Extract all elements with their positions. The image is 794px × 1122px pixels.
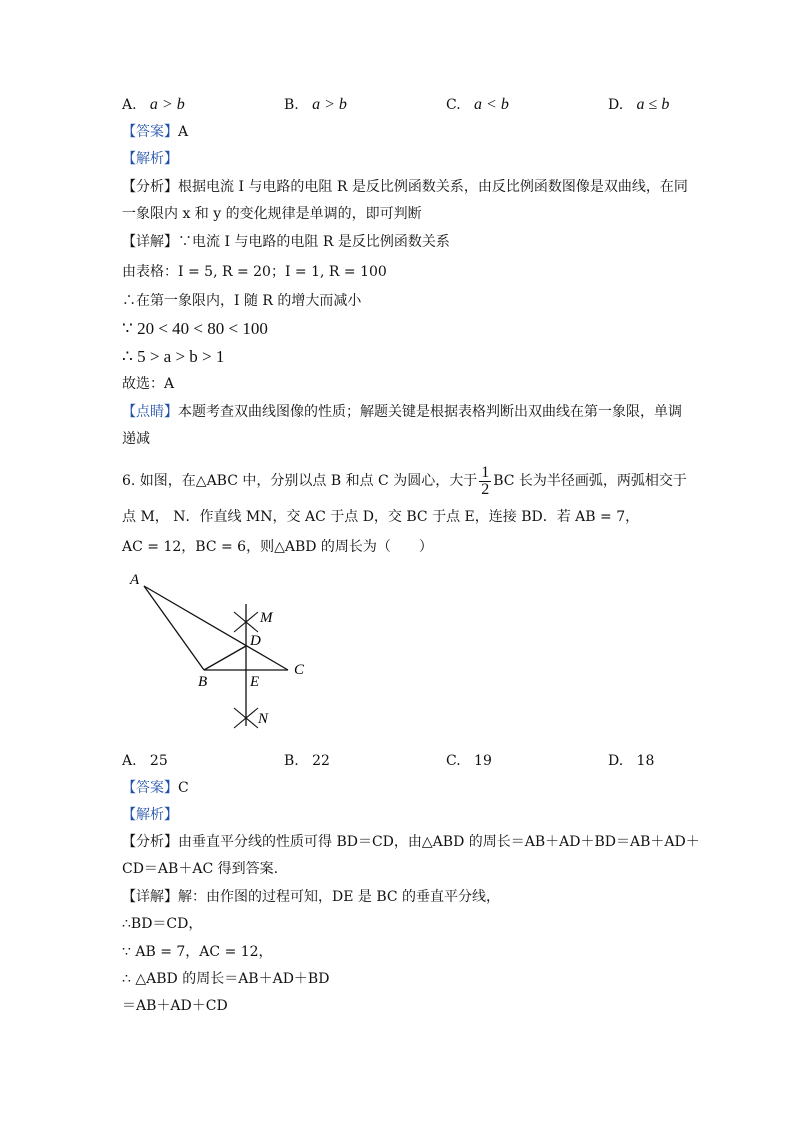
q5-option-c: C. a < b xyxy=(446,96,509,113)
q6-option-d: D. 18 xyxy=(608,753,655,769)
q6-fenxi-line2: CD＝AB＋AC 得到答案. xyxy=(122,861,279,877)
label-c: C xyxy=(294,662,305,678)
geometry-figure xyxy=(122,566,322,736)
segment-bd xyxy=(204,646,246,670)
q6-option-a: A. 25 xyxy=(122,753,168,769)
q5-choice-line: 故选：A xyxy=(122,376,175,392)
segment-ab xyxy=(144,586,204,670)
q5-xiangjie-line1: 【详解】∵电流 I 与电路的电阻 R 是反比例函数关系 xyxy=(122,234,450,250)
q6-option-c: C. 19 xyxy=(446,753,492,769)
q5-inequality-2: ∴ 5 > a > b > 1 xyxy=(122,347,225,366)
q6-option-b: B. 22 xyxy=(284,753,330,769)
label-d: D xyxy=(250,633,261,649)
label-n: N xyxy=(258,711,269,727)
q5-table-line: 由表格：I = 5, R = 20；I = 1, R = 100 xyxy=(122,264,387,280)
q6-perimeter-line: ∴ △ABD 的周长＝AB＋AD＋BD xyxy=(122,971,330,987)
segment-ac xyxy=(144,586,288,670)
q5-decrease-line: ∴在第一象限内，I 随 R 的增大而减小 xyxy=(122,293,362,309)
q5-option-a: A. a > b xyxy=(122,96,185,113)
q6-bd-cd-line: ∴BD＝CD， xyxy=(122,916,203,932)
label-a: A xyxy=(130,572,140,588)
q6-final-line: ＝AB＋AD＋CD xyxy=(122,998,228,1014)
q6-analysis-heading: 【解析】 xyxy=(122,807,178,823)
q6-fenxi-line1: 【分析】由垂直平分线的性质可得 BD＝CD，由△ABD 的周长＝AB＋AD＋BD＝AB＋AD＋ xyxy=(122,834,700,850)
fraction-one-half: $\frac{1}{2}$ xyxy=(481,463,490,498)
label-m: M xyxy=(260,610,273,626)
q6-xiangjie-line1: 【详解】解：由作图的过程可知，DE 是 BC 的垂直平分线， xyxy=(122,889,501,905)
q5-dianjing-line2: 递减 xyxy=(122,431,150,447)
label-e: E xyxy=(250,674,260,690)
q5-analysis-heading: 【解析】 xyxy=(122,151,178,167)
q5-dianjing-line1: 【点睛】本题考查双曲线图像的性质；解题关键是根据表格判断出双曲线在第一象限，单调 xyxy=(122,404,682,420)
q6-stem-line3: AC = 12，BC = 6，则△ABD 的周长为（ ） xyxy=(122,539,433,555)
q5-inequality-1: ∵ 20 < 40 < 80 < 100 xyxy=(122,319,268,338)
q5-fenxi-line1: 【分析】根据电流 I 与电路的电阻 R 是反比例函数关系，由反比例函数图像是双曲线，在同 xyxy=(122,179,688,195)
q5-option-d: D. a ≤ b xyxy=(608,96,670,113)
q5-option-b: B. a > b xyxy=(284,96,347,113)
label-b: B xyxy=(198,674,208,690)
q6-given-line: ∵ AB = 7，AC = 12， xyxy=(122,944,273,960)
q5-answer: 【答案】A xyxy=(122,124,189,140)
q5-fenxi-line2: 一象限内 x 和 y 的变化规律是单调的，即可判断 xyxy=(122,206,422,222)
q6-answer: 【答案】C xyxy=(122,780,189,796)
q6-stem-line1: 6. 如图，在△ABC 中，分别以点 B 和点 C 为圆心，大于 $\frac{1}{2}$ BC 长为半径画弧，两弧相交于 xyxy=(122,463,687,498)
q6-stem-line2: 点 M， N．作直线 MN，交 AC 于点 D，交 BC 于点 E，连接 BD．若 AB = 7， xyxy=(122,509,640,525)
